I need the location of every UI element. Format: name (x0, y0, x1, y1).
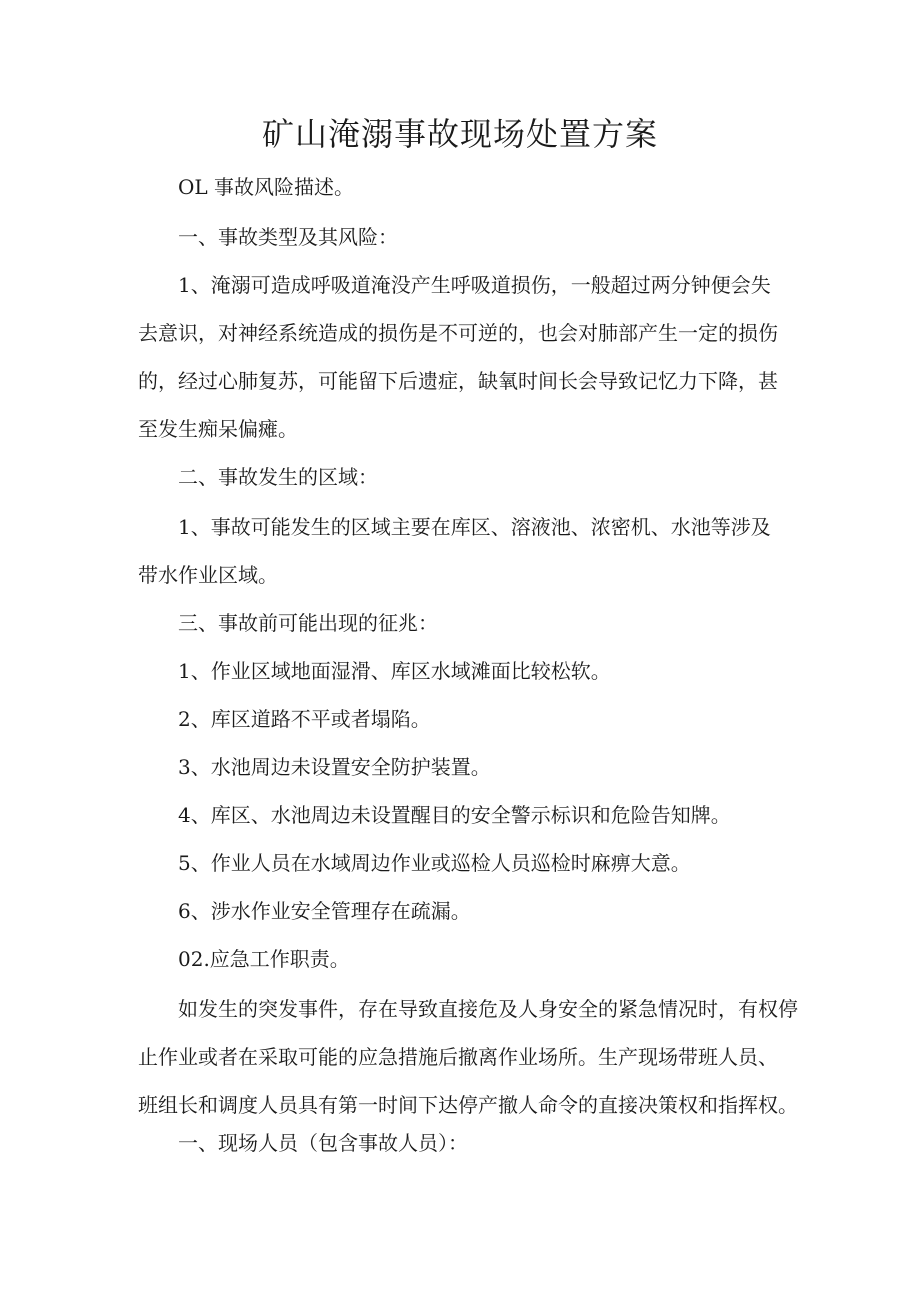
paragraph-line: 止作业或者在采取可能的应急措施后撤离作业场所。生产现场带班人员、 (138, 1045, 778, 1069)
section-heading-duties: 02.应急工作职责。 (178, 947, 350, 971)
list-item: 5、作业人员在水域周边作业或巡检人员巡检时麻痹大意。 (178, 851, 691, 875)
list-item: 6、涉水作业安全管理存在疏漏。 (178, 899, 471, 923)
list-item: 4、库区、水池周边未设置醒目的安全警示标识和危险告知牌。 (178, 803, 731, 827)
document-title: 矿山淹溺事故现场处置方案 (261, 115, 658, 153)
list-item: 3、水池周边未设置安全防护装置。 (178, 755, 491, 779)
list-item: 2、库区道路不平或者塌陷。 (178, 707, 431, 731)
list-item: 1、作业区域地面湿滑、库区水域滩面比较松软。 (178, 659, 611, 683)
paragraph-line: 带水作业区域。 (138, 563, 278, 587)
subheading-warning-signs: 三、事故前可能出现的征兆： (178, 611, 438, 635)
section-heading-risk: OL 事故风险描述。 (178, 175, 355, 199)
paragraph-line: 去意识，对神经系统造成的损伤是不可逆的，也会对肺部产生一定的损伤 (138, 321, 778, 345)
paragraph-line: 至发生痴呆偏瘫。 (138, 417, 298, 441)
paragraph-line: 1、事故可能发生的区域主要在库区、溶液池、浓密机、水池等涉及 (178, 515, 771, 539)
paragraph-line: 如发生的突发事件，存在导致直接危及人身安全的紧急情况时，有权停 (178, 997, 798, 1021)
paragraph-line: 班组长和调度人员具有第一时间下达停产撤人命令的直接决策权和指挥权。 (138, 1093, 798, 1117)
subheading-accident-type: 一、事故类型及其风险： (178, 225, 398, 249)
paragraph-line: 1、淹溺可造成呼吸道淹没产生呼吸道损伤，一般超过两分钟便会失 (178, 273, 771, 297)
subheading-accident-area: 二、事故发生的区域： (178, 465, 378, 489)
subheading-onsite-personnel: 一、现场人员（包含事故人员）： (178, 1131, 468, 1155)
paragraph-line: 的，经过心肺复苏，可能留下后遗症，缺氧时间长会导致记忆力下降，甚 (138, 369, 778, 393)
